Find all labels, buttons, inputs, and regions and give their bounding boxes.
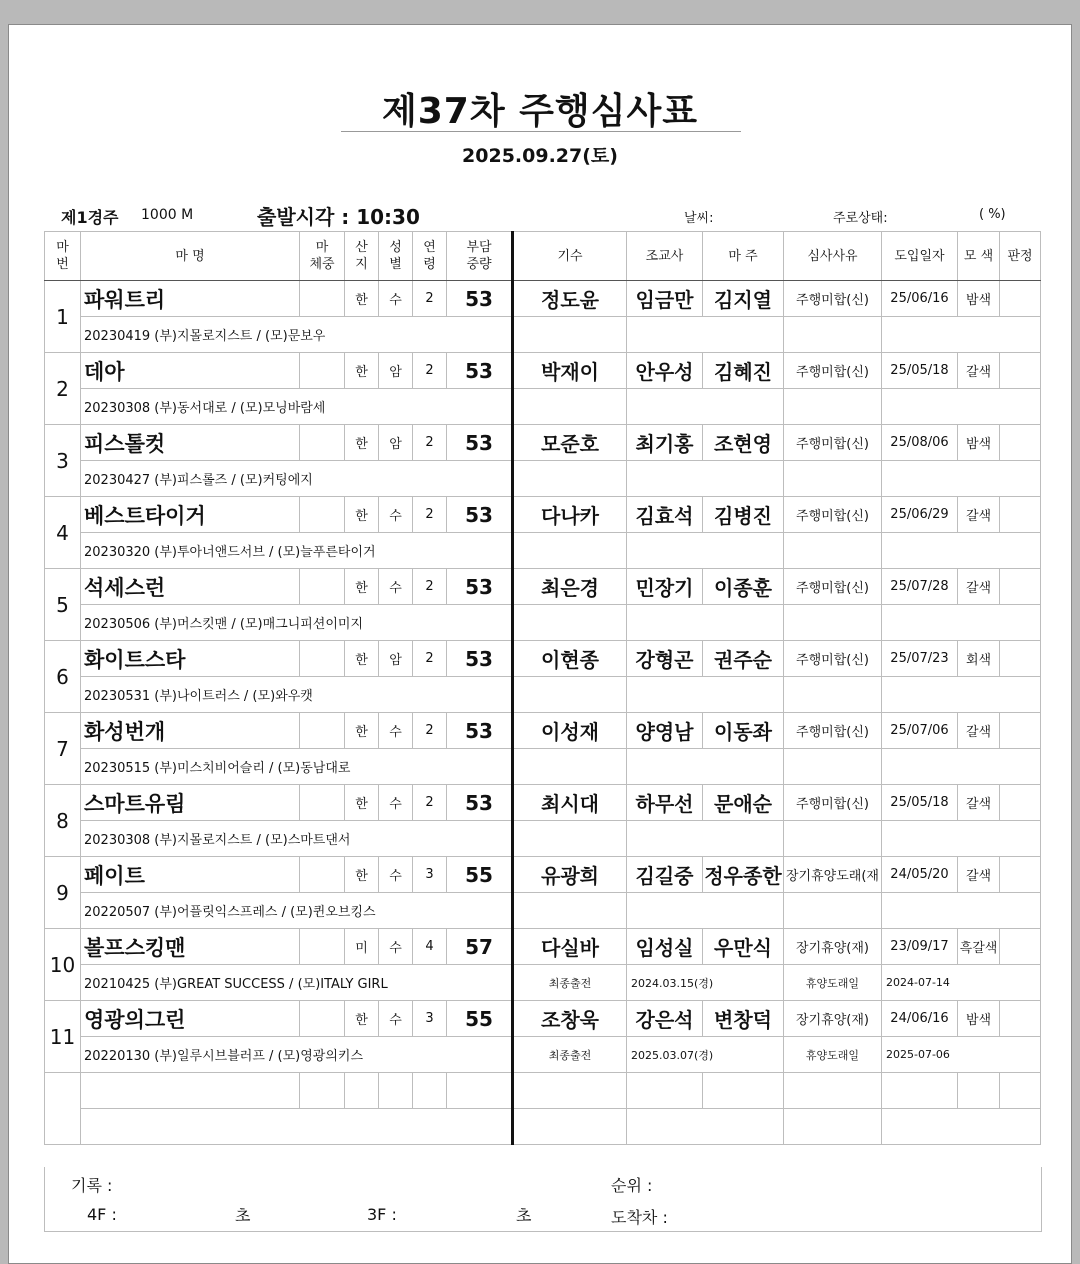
horse-number: 8: [45, 785, 81, 857]
horse-lineage-row: [45, 389, 1041, 425]
last-race-date: 2024.03.15(경): [627, 965, 784, 1001]
owner-cell: 우만식: [703, 929, 784, 965]
review-reason-cell: 주행미합(신): [784, 713, 882, 749]
horse-name: 화이트스타: [81, 641, 300, 677]
horse-row: [45, 1001, 1041, 1037]
empty-cell: [882, 1073, 958, 1109]
owner-cell: 김지열: [703, 281, 784, 317]
entry-rows: [45, 281, 1041, 1145]
horse-lineage: 20220130 (부)일루시브블러프 / (모)영광의키스: [81, 1037, 513, 1073]
owner-cell: 문애순: [703, 785, 784, 821]
title-underline: [341, 131, 741, 132]
coat-color-cell: 밤색: [958, 1001, 1000, 1037]
rest-due-label: [784, 605, 882, 641]
review-reason-cell: 장기휴양도래(재: [784, 857, 882, 893]
body-weight-cell: [300, 713, 345, 749]
jockey-cell: 다나카: [513, 497, 627, 533]
rest-due-date: [882, 389, 1041, 425]
trainer-cell: 최기홍: [627, 425, 703, 461]
horse-lineage-row: [45, 965, 1041, 1001]
origin-cell: 한: [345, 713, 379, 749]
review-reason-cell: 주행미합(신): [784, 569, 882, 605]
import-date-cell: 25/08/06: [882, 425, 958, 461]
burden-weight-cell: 55: [447, 1001, 513, 1037]
horse-number: 5: [45, 569, 81, 641]
horse-name: 데아: [81, 353, 300, 389]
empty-cell: [300, 1073, 345, 1109]
rest-due-label: 휴양도래일: [784, 1037, 882, 1073]
import-date-cell: 25/06/16: [882, 281, 958, 317]
horse-number: 11: [45, 1001, 81, 1073]
empty-cell: [379, 1073, 413, 1109]
origin-cell: 한: [345, 1001, 379, 1037]
horse-number: 7: [45, 713, 81, 785]
burden-weight-cell: 53: [447, 425, 513, 461]
rest-due-date: [882, 461, 1041, 497]
body-weight-cell: [300, 785, 345, 821]
result-footer: [44, 1167, 1042, 1232]
burden-weight-cell: 53: [447, 641, 513, 677]
empty-cell: [627, 1109, 784, 1145]
trainer-cell: 민장기: [627, 569, 703, 605]
burden-weight-cell: 53: [447, 353, 513, 389]
verdict-cell: [1000, 425, 1041, 461]
coat-color-cell: 밤색: [958, 425, 1000, 461]
sex-cell: 수: [379, 857, 413, 893]
age-cell: 3: [413, 1001, 447, 1037]
age-cell: 2: [413, 353, 447, 389]
review-reason-cell: 주행미합(신): [784, 425, 882, 461]
import-date-cell: 24/05/20: [882, 857, 958, 893]
rest-due-date: 2025-07-06: [882, 1037, 1041, 1073]
3f-seconds-unit: 초: [516, 1206, 532, 1225]
rest-due-label: 휴양도래일: [784, 965, 882, 1001]
rest-due-label: [784, 749, 882, 785]
header-no: 마 번: [45, 232, 81, 281]
verdict-cell: [1000, 929, 1041, 965]
owner-cell: 김병진: [703, 497, 784, 533]
age-cell: 2: [413, 281, 447, 317]
horse-name: 베스트타이거: [81, 497, 300, 533]
origin-cell: 한: [345, 353, 379, 389]
empty-cell: [81, 1073, 300, 1109]
header-import-date: 도입일자: [882, 232, 958, 281]
rest-due-label: [784, 893, 882, 929]
origin-cell: 미: [345, 929, 379, 965]
horse-lineage: 20230531 (부)나이트러스 / (모)와우캣: [81, 677, 513, 713]
review-reason-cell: 주행미합(신): [784, 281, 882, 317]
import-date-cell: 25/05/18: [882, 353, 958, 389]
header-jockey: 기수: [513, 232, 627, 281]
horse-lineage: 20230506 (부)머스킷맨 / (모)매그니피션이미지: [81, 605, 513, 641]
header-reason: 심사사유: [784, 232, 882, 281]
burden-weight-cell: 53: [447, 281, 513, 317]
horse-lineage: 20230419 (부)지몰로지스트 / (모)문보우: [81, 317, 513, 353]
jockey-cell: 조창욱: [513, 1001, 627, 1037]
origin-cell: 한: [345, 569, 379, 605]
last-race-label: [513, 605, 627, 641]
last-race-label: [513, 749, 627, 785]
verdict-cell: [1000, 569, 1041, 605]
age-cell: 2: [413, 425, 447, 461]
header-trainer: 조교사: [627, 232, 703, 281]
jockey-cell: 다실바: [513, 929, 627, 965]
burden-weight-cell: 57: [447, 929, 513, 965]
3f-label: 3F :: [367, 1205, 397, 1224]
burden-weight-cell: 55: [447, 857, 513, 893]
horse-row: [45, 497, 1041, 533]
sex-cell: 수: [379, 569, 413, 605]
sex-cell: 수: [379, 281, 413, 317]
horse-row: [45, 425, 1041, 461]
horse-lineage: 20210425 (부)GREAT SUCCESS / (모)ITALY GIRL: [81, 965, 513, 1001]
track-condition-label: 주로상태:: [833, 211, 888, 226]
owner-cell: 김혜진: [703, 353, 784, 389]
origin-cell: 한: [345, 857, 379, 893]
empty-cell: [703, 1073, 784, 1109]
last-race-label: [513, 461, 627, 497]
rest-due-date: [882, 893, 1041, 929]
trainer-cell: 강형곤: [627, 641, 703, 677]
last-race-label: [513, 533, 627, 569]
review-reason-cell: 주행미합(신): [784, 785, 882, 821]
horse-name: 석세스런: [81, 569, 300, 605]
race-number: 제1경주: [61, 208, 119, 227]
age-cell: 2: [413, 641, 447, 677]
jockey-cell: 유광희: [513, 857, 627, 893]
horse-lineage: 20230308 (부)동서대로 / (모)모닝바람세: [81, 389, 513, 425]
burden-weight-cell: 53: [447, 569, 513, 605]
owner-cell: 권주순: [703, 641, 784, 677]
4f-seconds-unit: 초: [235, 1206, 251, 1225]
horse-lineage-row: [45, 821, 1041, 857]
verdict-cell: [1000, 1001, 1041, 1037]
import-date-cell: 25/07/06: [882, 713, 958, 749]
owner-cell: 이종훈: [703, 569, 784, 605]
rest-due-date: [882, 317, 1041, 353]
horse-row: [45, 641, 1041, 677]
verdict-cell: [1000, 641, 1041, 677]
import-date-cell: 24/06/16: [882, 1001, 958, 1037]
empty-cell: [1000, 1073, 1041, 1109]
header-name: 마 명: [81, 232, 300, 281]
body-weight-cell: [300, 1001, 345, 1037]
body-weight-cell: [300, 497, 345, 533]
review-reason-cell: 주행미합(신): [784, 497, 882, 533]
coat-color-cell: 갈색: [958, 857, 1000, 893]
jockey-cell: 이성재: [513, 713, 627, 749]
sex-cell: 수: [379, 497, 413, 533]
trainer-cell: 임금만: [627, 281, 703, 317]
empty-cell: [784, 1109, 882, 1145]
jockey-cell: 최시대: [513, 785, 627, 821]
coat-color-cell: 갈색: [958, 497, 1000, 533]
verdict-cell: [1000, 353, 1041, 389]
4f-label: 4F :: [87, 1205, 117, 1224]
empty-cell: [784, 1073, 882, 1109]
import-date-cell: 25/07/28: [882, 569, 958, 605]
sex-cell: 수: [379, 1001, 413, 1037]
horse-name: 피스톨컷: [81, 425, 300, 461]
horse-number: 1: [45, 281, 81, 353]
empty-cell: [413, 1073, 447, 1109]
horse-row: [45, 569, 1041, 605]
horse-lineage-row: [45, 677, 1041, 713]
empty-cell: [447, 1073, 513, 1109]
horse-lineage-row: [45, 893, 1041, 929]
review-reason-cell: 장기휴양(재): [784, 929, 882, 965]
last-race-label: 최종출전: [513, 965, 627, 1001]
horse-name: 스마트유림: [81, 785, 300, 821]
rest-due-date: [882, 821, 1041, 857]
document-title: 제37차 주행심사표: [381, 91, 699, 132]
record-label: 기록 :: [71, 1176, 113, 1195]
last-race-label: [513, 317, 627, 353]
last-race-label: [513, 893, 627, 929]
sex-cell: 암: [379, 641, 413, 677]
header-body-weight: 마 체중: [300, 232, 345, 281]
body-weight-cell: [300, 641, 345, 677]
empty-cell: [627, 1073, 703, 1109]
review-reason-cell: 주행미합(신): [784, 353, 882, 389]
horse-row: [45, 353, 1041, 389]
horse-lineage-row: [45, 1037, 1041, 1073]
age-cell: 2: [413, 497, 447, 533]
verdict-cell: [1000, 281, 1041, 317]
rest-due-date: [882, 677, 1041, 713]
header-coat: 모 색: [958, 232, 1000, 281]
header-sex: 성 별: [379, 232, 413, 281]
coat-color-cell: 밤색: [958, 281, 1000, 317]
origin-cell: 한: [345, 785, 379, 821]
origin-cell: 한: [345, 497, 379, 533]
age-cell: 2: [413, 785, 447, 821]
verdict-cell: [1000, 713, 1041, 749]
jockey-cell: 최은경: [513, 569, 627, 605]
moisture-percent-label: ( %): [979, 207, 1006, 222]
rank-label: 순위 :: [611, 1176, 653, 1195]
import-date-cell: 25/05/18: [882, 785, 958, 821]
header-row: [45, 232, 1041, 281]
last-race-date: [627, 389, 784, 425]
trainer-cell: 강은석: [627, 1001, 703, 1037]
horse-number: 2: [45, 353, 81, 425]
trainer-cell: 양영남: [627, 713, 703, 749]
last-race-label: [513, 677, 627, 713]
sex-cell: 암: [379, 353, 413, 389]
weather-label: 날씨:: [684, 211, 714, 226]
horse-name: 볼프스킹맨: [81, 929, 300, 965]
horse-row: [45, 281, 1041, 317]
horse-number: 4: [45, 497, 81, 569]
body-weight-cell: [300, 281, 345, 317]
last-race-date: [627, 893, 784, 929]
race-distance: 1000 M: [141, 207, 194, 223]
jockey-cell: 모준호: [513, 425, 627, 461]
body-weight-cell: [300, 353, 345, 389]
document-date: 2025.09.27(토): [462, 145, 618, 167]
horse-lineage: 20230320 (부)투아너앤드서브 / (모)늘푸른타이거: [81, 533, 513, 569]
rest-due-label: [784, 821, 882, 857]
review-reason-cell: 주행미합(신): [784, 641, 882, 677]
horse-number: 9: [45, 857, 81, 929]
last-race-date: [627, 749, 784, 785]
burden-weight-cell: 53: [447, 785, 513, 821]
trainer-cell: 김길중: [627, 857, 703, 893]
empty-cell: [882, 1109, 1041, 1145]
age-cell: 2: [413, 713, 447, 749]
coat-color-cell: 갈색: [958, 785, 1000, 821]
horse-lineage-row: [45, 533, 1041, 569]
horse-row: [45, 785, 1041, 821]
owner-cell: 조현영: [703, 425, 784, 461]
empty-cell: [345, 1073, 379, 1109]
verdict-cell: [1000, 785, 1041, 821]
empty-cell: [81, 1109, 513, 1145]
sex-cell: 수: [379, 713, 413, 749]
owner-cell: 변창덕: [703, 1001, 784, 1037]
horse-name: 파워트리: [81, 281, 300, 317]
last-race-label: [513, 389, 627, 425]
horse-name: 페이트: [81, 857, 300, 893]
last-race-date: [627, 821, 784, 857]
last-race-label: 최종출전: [513, 1037, 627, 1073]
horse-number: 10: [45, 929, 81, 1001]
empty-cell: [513, 1109, 627, 1145]
body-weight-cell: [300, 857, 345, 893]
coat-color-cell: 회색: [958, 641, 1000, 677]
rest-due-label: [784, 389, 882, 425]
header-age: 연 령: [413, 232, 447, 281]
trainer-cell: 김효석: [627, 497, 703, 533]
burden-weight-cell: 53: [447, 497, 513, 533]
sex-cell: 수: [379, 929, 413, 965]
horse-lineage: 20230427 (부)피스롤즈 / (모)커팅에지: [81, 461, 513, 497]
empty-row: [45, 1073, 1041, 1109]
body-weight-cell: [300, 569, 345, 605]
header-owner: 마 주: [703, 232, 784, 281]
last-race-date: [627, 533, 784, 569]
horse-name: 영광의그린: [81, 1001, 300, 1037]
verdict-cell: [1000, 497, 1041, 533]
origin-cell: 한: [345, 281, 379, 317]
last-race-date: [627, 317, 784, 353]
import-date-cell: 25/06/29: [882, 497, 958, 533]
horse-lineage: 20230308 (부)지몰로지스트 / (모)스마트댄서: [81, 821, 513, 857]
jockey-cell: 정도윤: [513, 281, 627, 317]
origin-cell: 한: [345, 641, 379, 677]
horse-row: [45, 857, 1041, 893]
age-cell: 2: [413, 569, 447, 605]
empty-row: [45, 1109, 1041, 1145]
rest-due-date: [882, 749, 1041, 785]
horse-number: 6: [45, 641, 81, 713]
empty-cell: [958, 1073, 1000, 1109]
coat-color-cell: 갈색: [958, 353, 1000, 389]
arrival-margin-label: 도착차 :: [611, 1208, 668, 1227]
entry-table: [44, 231, 1041, 1145]
last-race-date: [627, 461, 784, 497]
jockey-cell: 박재이: [513, 353, 627, 389]
verdict-cell: [1000, 857, 1041, 893]
horse-lineage-row: [45, 317, 1041, 353]
last-race-date: [627, 677, 784, 713]
body-weight-cell: [300, 425, 345, 461]
trainer-cell: 임성실: [627, 929, 703, 965]
sex-cell: 암: [379, 425, 413, 461]
owner-cell: 이동좌: [703, 713, 784, 749]
review-reason-cell: 장기휴양(재): [784, 1001, 882, 1037]
jockey-cell: 이현종: [513, 641, 627, 677]
rest-due-label: [784, 533, 882, 569]
age-cell: 3: [413, 857, 447, 893]
horse-lineage-row: [45, 605, 1041, 641]
coat-color-cell: 갈색: [958, 713, 1000, 749]
trainer-cell: 안우성: [627, 353, 703, 389]
horse-lineage-row: [45, 749, 1041, 785]
start-time: 출발시각 : 10:30: [257, 205, 420, 229]
horse-row: [45, 713, 1041, 749]
empty-number-cell: [45, 1073, 81, 1145]
last-race-date: 2025.03.07(경): [627, 1037, 784, 1073]
horse-row: [45, 929, 1041, 965]
import-date-cell: 25/07/23: [882, 641, 958, 677]
burden-weight-cell: 53: [447, 713, 513, 749]
coat-color-cell: 흑갈색: [958, 929, 1000, 965]
body-weight-cell: [300, 929, 345, 965]
empty-cell: [513, 1073, 627, 1109]
header-burden: 부담 중량: [447, 232, 513, 281]
rest-due-label: [784, 677, 882, 713]
horse-lineage: 20220507 (부)어플릿익스프레스 / (모)퀸오브킹스: [81, 893, 513, 929]
rest-due-date: [882, 533, 1041, 569]
rest-due-label: [784, 461, 882, 497]
horse-lineage: 20230515 (부)미스치비어슬리 / (모)동남대로: [81, 749, 513, 785]
trainer-cell: 하무선: [627, 785, 703, 821]
import-date-cell: 23/09/17: [882, 929, 958, 965]
document-page: [8, 24, 1072, 1264]
horse-name: 화성번개: [81, 713, 300, 749]
rest-due-label: [784, 317, 882, 353]
header-verdict: 판정: [1000, 232, 1041, 281]
owner-cell: 정우종한: [703, 857, 784, 893]
last-race-label: [513, 821, 627, 857]
rest-due-date: 2024-07-14: [882, 965, 1041, 1001]
header-origin: 산 지: [345, 232, 379, 281]
last-race-date: [627, 605, 784, 641]
rest-due-date: [882, 605, 1041, 641]
horse-lineage-row: [45, 461, 1041, 497]
origin-cell: 한: [345, 425, 379, 461]
coat-color-cell: 갈색: [958, 569, 1000, 605]
sex-cell: 수: [379, 785, 413, 821]
age-cell: 4: [413, 929, 447, 965]
horse-number: 3: [45, 425, 81, 497]
